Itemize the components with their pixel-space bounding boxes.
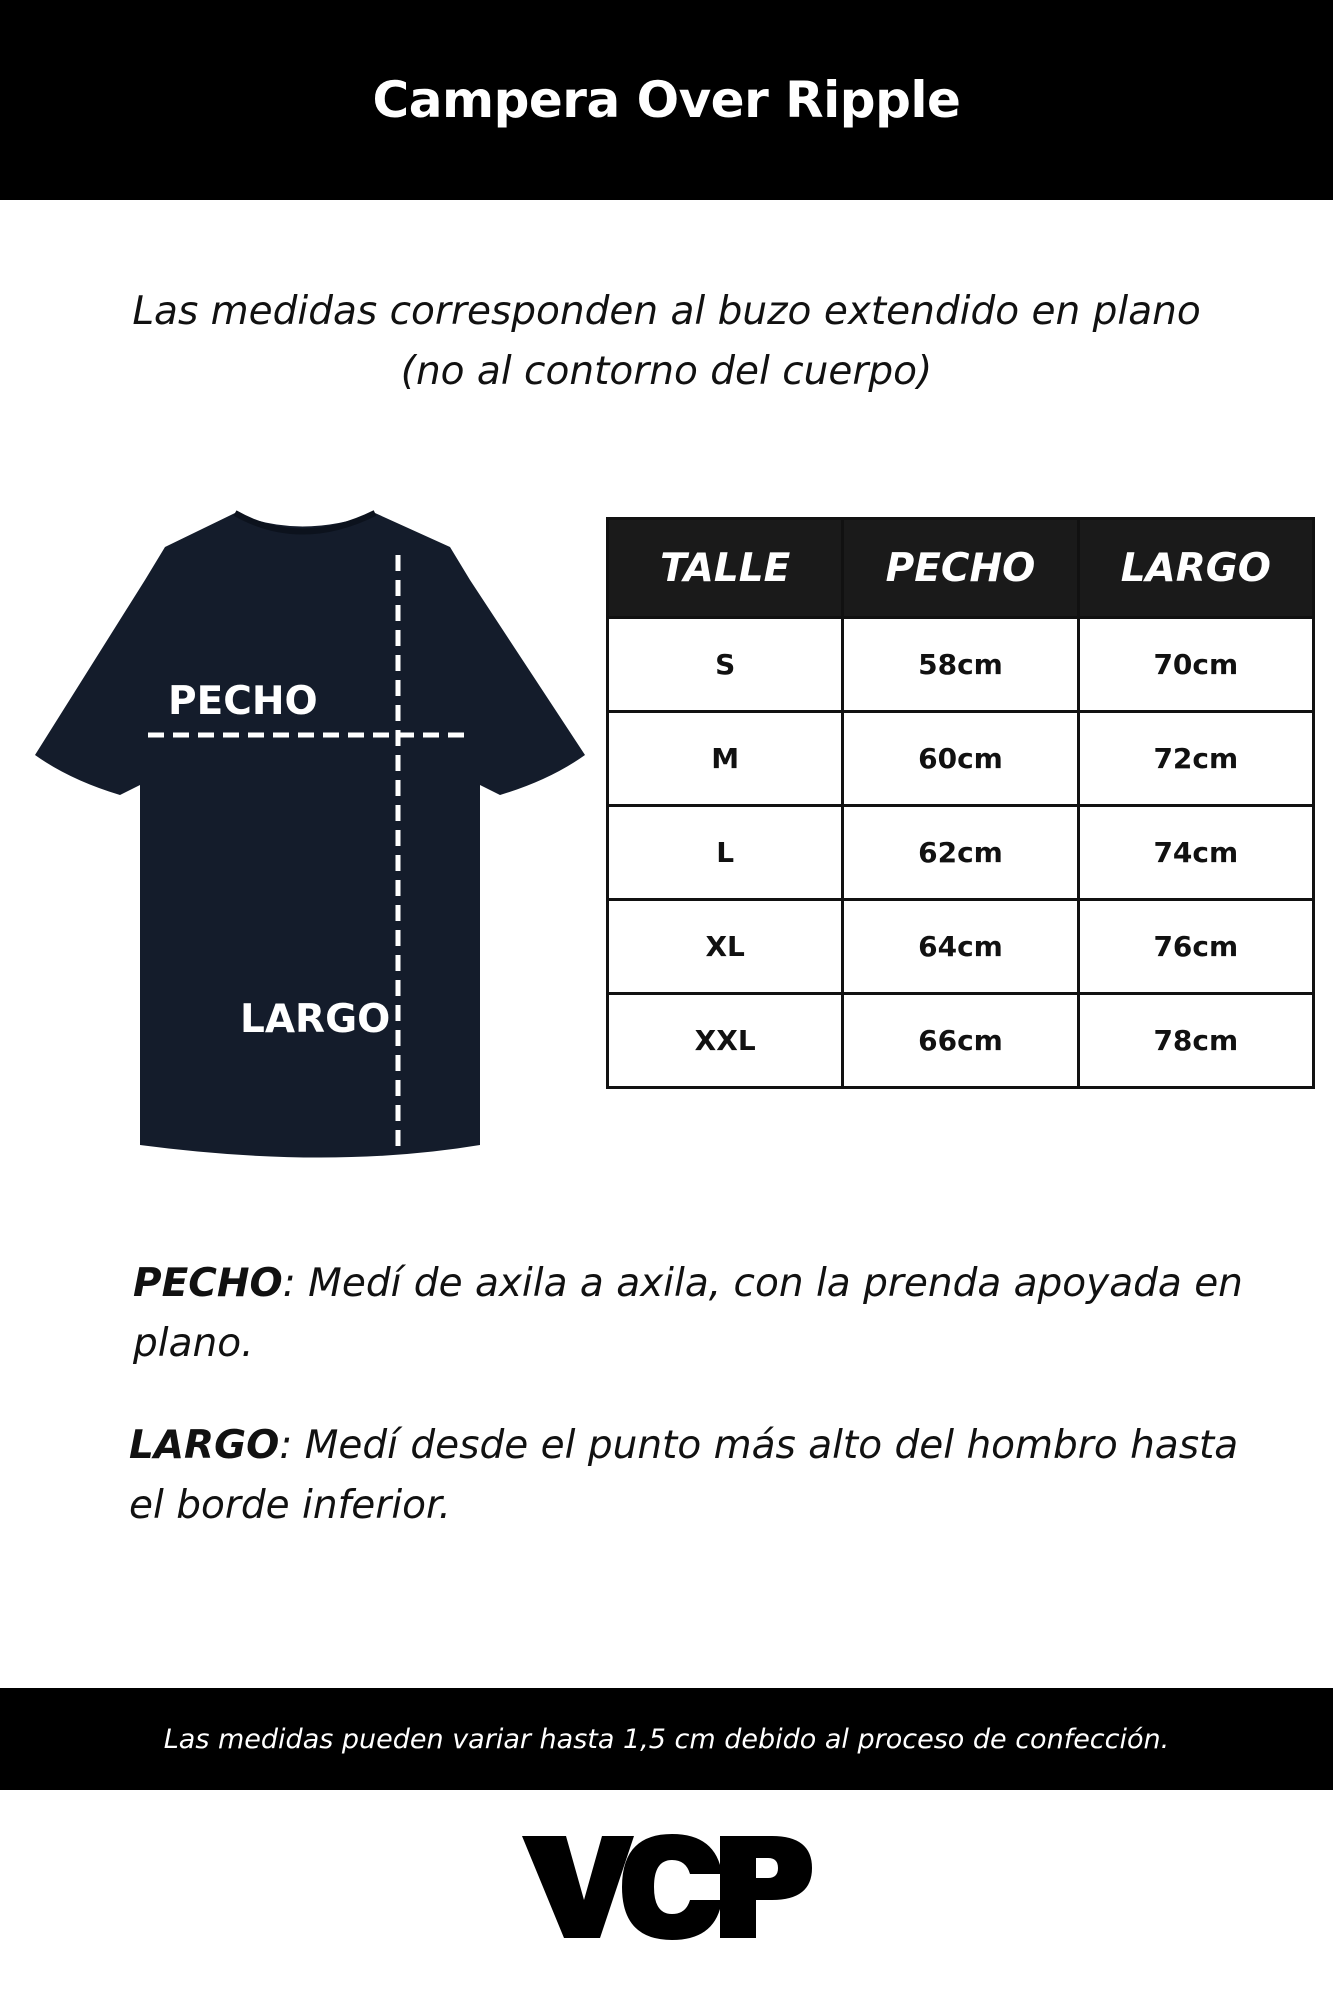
brand-logo — [522, 1830, 812, 1942]
size-cell: M — [608, 712, 843, 806]
table-row — [608, 618, 1314, 712]
column-header: PECHO — [843, 519, 1078, 618]
length-note-text: : Medí desde el punto más alto del hombro hasta el borde inferior. — [129, 1423, 1239, 1528]
table-header-row — [608, 519, 1314, 618]
table-row — [608, 712, 1314, 806]
tshirt-diagram — [30, 505, 590, 1185]
chest-note — [133, 1254, 1253, 1374]
size-cell: S — [608, 618, 843, 712]
chest-label: PECHO — [168, 679, 318, 724]
length-note — [129, 1416, 1249, 1536]
chest-cell: 58cm — [843, 618, 1078, 712]
length-note-term: LARGO — [129, 1423, 280, 1468]
chest-note-text: : Medí de axila a axila, con la prenda apoyada en plano. — [133, 1261, 1243, 1366]
chest-note-term: PECHO — [133, 1261, 283, 1306]
page-header — [0, 0, 1333, 200]
vcp-logo-icon — [522, 1830, 812, 1942]
length-cell: 74cm — [1078, 806, 1313, 900]
chest-cell: 64cm — [843, 900, 1078, 994]
column-header: LARGO — [1078, 519, 1313, 618]
chest-cell: 66cm — [843, 994, 1078, 1088]
length-cell: 70cm — [1078, 618, 1313, 712]
table-row — [608, 806, 1314, 900]
tshirt-shape — [35, 513, 585, 1158]
size-table — [606, 517, 1315, 1089]
size-cell: XL — [608, 900, 843, 994]
footer-bar — [0, 1688, 1333, 1790]
chest-cell: 60cm — [843, 712, 1078, 806]
length-cell: 72cm — [1078, 712, 1313, 806]
page-title: Campera Over Ripple — [372, 71, 961, 129]
table-row — [608, 994, 1314, 1088]
footer-disclaimer: Las medidas pueden variar hasta 1,5 cm debido al proceso de confección. — [163, 1723, 1170, 1755]
length-cell: 76cm — [1078, 900, 1313, 994]
tshirt-icon — [30, 505, 590, 1185]
length-label: LARGO — [240, 997, 391, 1042]
intro-text: Las medidas corresponden al buzo extendido en plano (no al contorno del cuerpo) — [132, 289, 1201, 394]
size-cell: L — [608, 806, 843, 900]
chest-cell: 62cm — [843, 806, 1078, 900]
size-cell: XXL — [608, 994, 843, 1088]
length-cell: 78cm — [1078, 994, 1313, 1088]
table-row — [608, 900, 1314, 994]
column-header: TALLE — [608, 519, 843, 618]
